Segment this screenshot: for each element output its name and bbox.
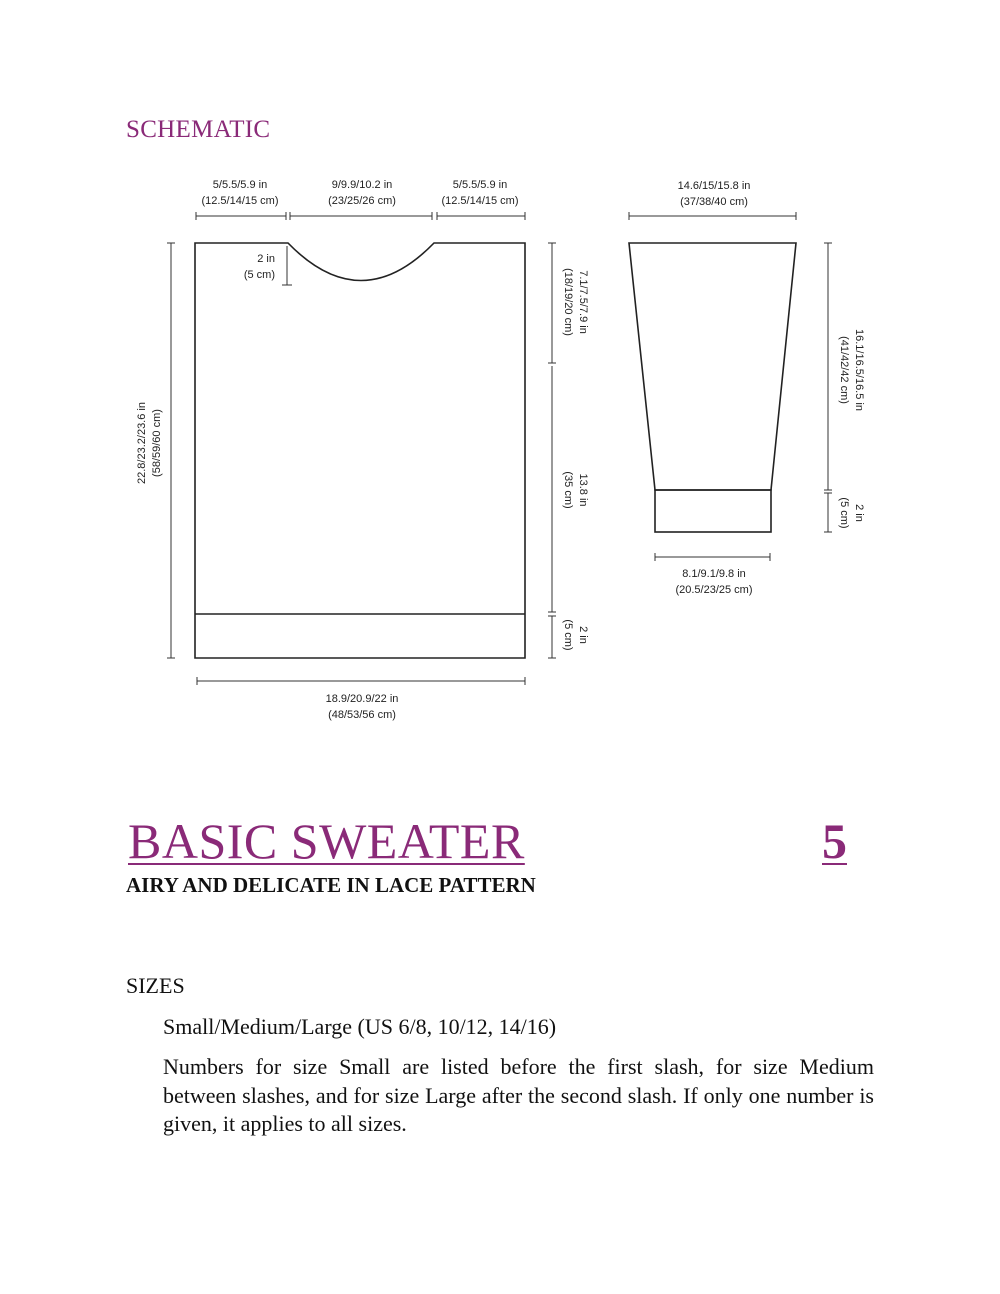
body-outline xyxy=(195,243,525,658)
sleeve-outline xyxy=(629,243,796,490)
sleeve-dimension-lines xyxy=(629,212,832,561)
sleeve-length-cm: (41/42/42 cm) xyxy=(838,336,850,404)
body-top-right-width-in: 5/5.5/5.9 in xyxy=(452,179,508,191)
body-top-left-width-cm: (12.5/14/15 cm) xyxy=(201,195,279,207)
body-hem-depth-in: 2 in xyxy=(577,626,589,644)
pattern-title: BASIC SWEATER xyxy=(128,813,525,869)
body-width-in: 18.9/20.9/22 in xyxy=(325,693,399,705)
body-top-right-width-cm: (12.5/14/15 cm) xyxy=(441,195,519,207)
body-neck-depth-in: 2 in xyxy=(257,253,275,265)
page-number: 5 xyxy=(822,813,847,869)
sleeve-cuff-depth-cm: (5 cm) xyxy=(838,497,850,529)
sleeve-top-width-cm: (37/38/40 cm) xyxy=(680,196,748,208)
body-side-length-cm: (35 cm) xyxy=(562,471,574,509)
sleeve-piece xyxy=(629,243,796,532)
body-neck-width-in: 9/9.9/10.2 in xyxy=(331,179,393,191)
section-title-schematic: SCHEMATIC xyxy=(126,116,271,143)
body-top-left-width-in: 5/5.5/5.9 in xyxy=(212,179,268,191)
body-hem-depth-cm: (5 cm) xyxy=(562,619,574,651)
schematic-diagram xyxy=(0,170,1000,730)
body-total-length-in: 22.8/23.2/23.6 in xyxy=(136,402,148,484)
sleeve-length-in: 16.1/16.5/16.5 in xyxy=(853,329,865,411)
body-neck-width-cm: (23/25/26 cm) xyxy=(328,195,396,207)
sleeve-cuff-width-in: 8.1/9.1/9.8 in xyxy=(682,568,746,580)
body-width-cm: (48/53/56 cm) xyxy=(328,709,396,721)
body-neck-depth-cm: (5 cm) xyxy=(243,269,275,281)
pattern-subtitle: AIRY AND DELICATE IN LACE PATTERN xyxy=(126,873,536,897)
sleeve-cuff-depth-in: 2 in xyxy=(853,504,865,522)
body-armhole-depth-in: 7.1/7.5/7.9 in xyxy=(577,270,589,334)
body-armhole-depth-cm: (18/19/20 cm) xyxy=(562,268,574,336)
body-piece xyxy=(195,243,525,658)
body-total-length-cm: (58/59/60 cm) xyxy=(151,409,163,477)
sizes-explanation: Numbers for size Small are listed before the first slash, for size Medium between slashes, and for size Large after the second slash. If only one number is given, it applies to all sizes. xyxy=(163,1054,874,1136)
sleeve-top-width-in: 14.6/15/15.8 in xyxy=(677,180,751,192)
body-side-length-in: 13.8 in xyxy=(577,473,589,507)
sizes-list: Small/Medium/Large (US 6/8, 10/12, 14/16) xyxy=(163,1014,557,1039)
sleeve-cuff xyxy=(655,490,771,532)
sleeve-cuff-width-cm: (20.5/23/25 cm) xyxy=(675,584,753,596)
sizes-heading: SIZES xyxy=(126,973,185,998)
